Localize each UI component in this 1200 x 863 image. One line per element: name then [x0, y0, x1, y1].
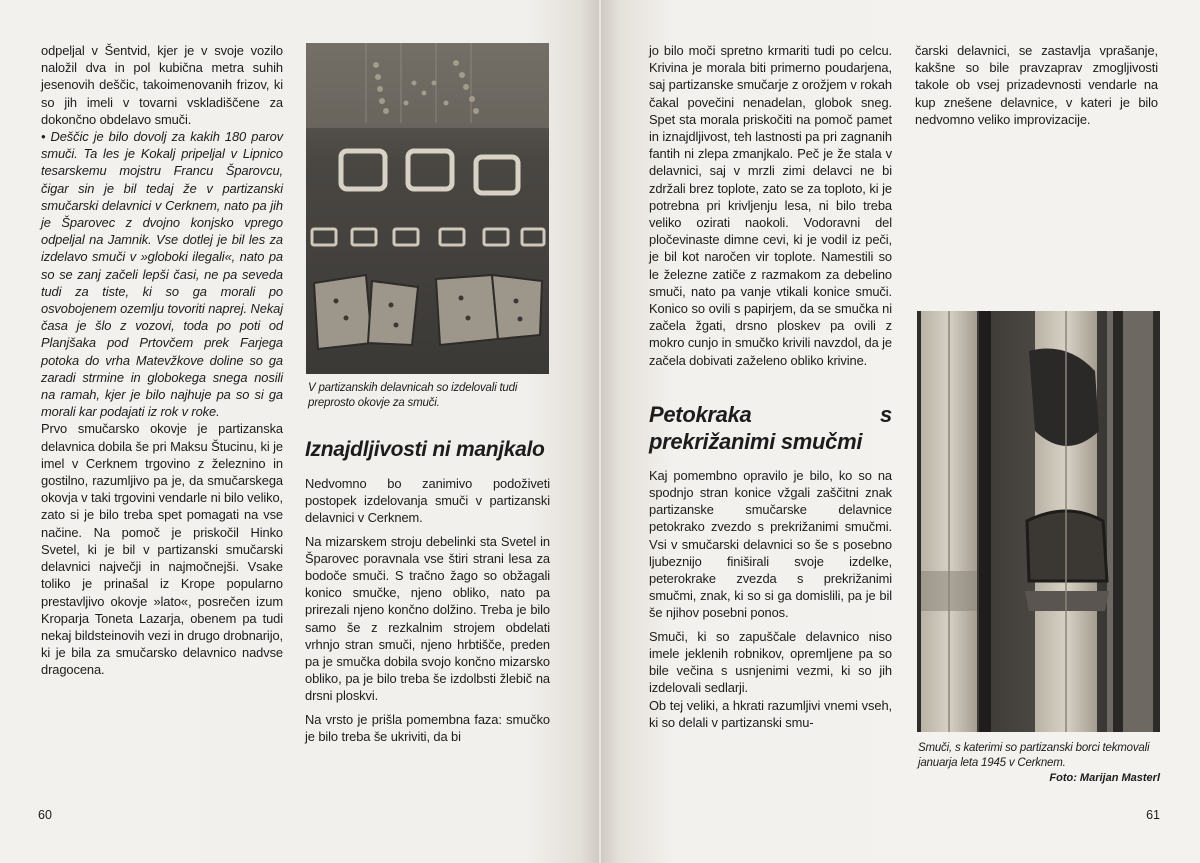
- page-number: 60: [38, 808, 52, 822]
- paragraph: Ob tej veliki, a hkrati razumljivi vnemi vseh, ki so delali v partizanski smu-: [649, 697, 892, 730]
- skis-photo: [917, 311, 1160, 732]
- right-column-2: [915, 42, 1158, 128]
- paragraph: odpeljal v Šentvid, kjer je v svoje vozilo naložil dva in pol kubična metra suhih jesenovih deščic, takoimenovanih frizov, ki so jih imeli v tovarni vskladiščene za dokončno obdelavo smuči.: [41, 43, 283, 127]
- paragraph: Smuči, ki so zapuščale delavnico niso imele jeklenih robnikov, opremljene pa so bile večina s usnjenimi vezmi, ki so jih izdelovali sedlarji.: [649, 628, 892, 696]
- photo-credit: Foto: Marijan Masterl: [1049, 772, 1160, 784]
- paragraph-italic: • Deščic je bilo dovolj za kakih 180 parov smuči. Ta les je Kokalj pripeljal v Lipnico tesarskemu mojstru Francu Šparovcu, čigar sin je bil tedaj že v partizanski smučarski delavnici v Cerknem, nato pa jih je Šparovec z dvojno konjsko vprego odpeljal na Jamnik. Vse dotlej je bil les za izdelavo smuči v »globoki ilegali«, nato pa so se zanj začeli lepši časi, ne pa seveda tudi za tiste, ki so ga morali po osvobojenem ozemlju tovoriti naprej. Nekaj časa je šlo z vozovi, toda po poti od Planjšaka pod Prtovčem prek Farjega potoka do vrha Matevžkove doline so ga zaradi strmine in globokega snega nosili na ramah, kjer je bilo najhuje pa so si ga morali kar podajati iz rok v roke.: [41, 129, 283, 420]
- buckles-photo-image: [306, 43, 549, 374]
- left-column-1: [41, 42, 283, 679]
- left-page: [0, 0, 599, 863]
- paragraph: čarski delavnici, se zastavlja vprašanje, kakšne so bile pravzaprav zmogljivosti takole ob vsej prizadevnosti vendarle na kup znešene delavnice, v kateri je bilo nedvomno veliko improvizacije.: [915, 43, 1158, 127]
- skis-photo-image: [917, 311, 1160, 732]
- paragraph: jo bilo moči spretno krmariti tudi po celcu. Krivina je morala biti primerno poudarjena, saj partizanske smučarje z orožjem v rokah čakal povečini nenadelan, globok sneg. Spet sta morala priskočiti na pomoč pamet in iznajdljivost, teh lastnosti pa pri zagnanih fantih ni zlepa zmanjkalo. Peč je že stala v delavnici, saj v mrzli zimi delavci ne bi zdržali brez toplote, zato se za toploto, ki je potrebna pri krivljenju lesa, ni bilo treba veliko ozirati naokoli. Vodoravni del pločevinaste dimne cevi, ki je vodil iz peči, je bil kot naročen vir toplote. Namestili so le železne zatiče z razmakom za debelino smuči, nato pa vanje vtikali konice smuči. Konico so ovili s papirjem, da se smučka ni začela žgati, drsno ploskev pa ovili z mokro cunjo in smučko krivili navzdol, da je začela dobivati zaželeno obliko krivine.: [649, 43, 892, 368]
- skis-photo-caption: Smuči, s katerimi so partizanski borci tekmovali januarja leta 1945 v Cerknem.: [918, 742, 1150, 769]
- left-column-2: [305, 437, 550, 745]
- paragraph: Na vrsto je prišla pomembna faza: smučko je bilo treba še ukriviti, da bi: [305, 711, 550, 744]
- page-number: 61: [1146, 808, 1160, 822]
- right-column-1: [649, 42, 892, 731]
- right-page: [601, 0, 1200, 863]
- paragraph: Prvo smučarsko okovje je partizanska delavnica dobila še pri Maksu Štucinu, ki je imel v Cerknem trgovino z železnino in gostilno, razumljivo pa je, da smučarskega okovja v taki trgovini vendarle ni bilo veliko, zato si je bilo treba spet pomagati na vse načine. Na pomoč je priskočil Hinko Svetel, ki je bil v partizanski smučarski delavnici največji in najmočnejši. Vsake toliko je prinašal iz Krope popularno prestavljivo okovje »lato«, posrečen izum Kroparja Toneta Lazarja, obenem pa tudi nekaj bildsteinovih vezi in drugo drobnarijo, ki je bila za smučarsko delavnico nadvse dragocena.: [41, 421, 284, 678]
- section-heading: Iznajdljivosti ni manjkalo: [305, 438, 545, 461]
- buckles-photo: [306, 43, 549, 374]
- paragraph: Na mizarskem stroju debelinki sta Svetel in Šparovec poravnala vse štiri strani lesa za bodoče smuči. S tračno žago so obžagali konico smučke, njeno obliko, nato pa prirezali njeno končno dolžino. Treba je bilo samo še z rezkalnim strojem obdelati vrhnjo stran smuči, njeno hrbtišče, preden pa je smučka dobila svojo končno mizarsko obliko, pa je bilo treba še izdolbsti žlebič na drsni ploskvi.: [305, 533, 550, 704]
- paragraph: Kaj pomembno opravilo je bilo, ko so na spodnjo stran konice vžgali zaščitni znak partizanske smučarske delavnice petokrako zvezdo s prekrižanimi smučmi. Vsi v smučarski delavnici so še s posebno ljubeznijo finiširali svoje izdelke, peterokrake zvezda s prekrižanimi smučmi, znak, ki so si ga domislili, pa je bil še njihov posebni ponos.: [649, 467, 892, 621]
- paragraph: Nedvomno bo zanimivo podoživeti postopek izdelovanja smuči v partizanski delavnici v Cerknem.: [305, 476, 550, 526]
- buckles-photo-caption: V partizanskih delavnicah so izdelovali tudi preprosto okovje za smuči.: [308, 382, 518, 409]
- section-heading: Petokraka s prekrižanimi smučmi: [649, 401, 892, 454]
